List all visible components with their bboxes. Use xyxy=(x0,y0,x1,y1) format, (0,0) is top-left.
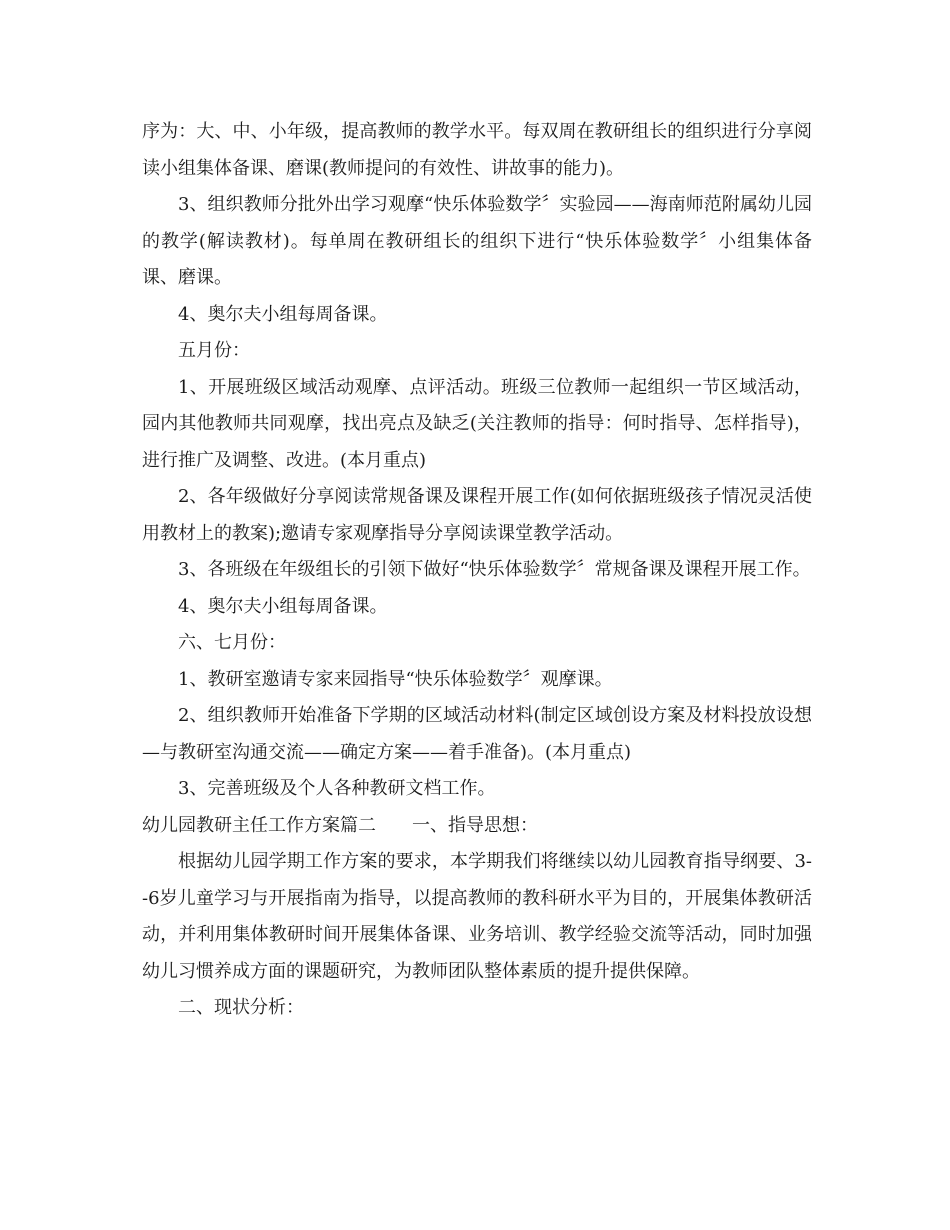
paragraph-7: 3、各班级在年级组长的引领下做好“快乐体验数学〞常规备课及课程开展工作。 xyxy=(178,559,811,580)
section-analysis-heading: 二、现状分析： xyxy=(178,997,304,1018)
paragraph-12: 3、完善班级及个人各种教研文档工作。 xyxy=(178,778,496,799)
paragraph-10: 1、教研室邀请专家来园指导“快乐体验数学〞观摩课。 xyxy=(178,668,613,690)
section-subtitle: 一、指导思想： xyxy=(412,814,538,836)
section-may-heading: 五月份： xyxy=(178,340,250,361)
paragraph-11: 2、组织教师开始准备下学期的区域活动材料(制定区域创设方案及材料投放设想—与教研室沟通交流——确定方案——着手准备)。(本月重点) xyxy=(142,705,812,763)
section-title: 幼儿园教研主任工作方案篇二 xyxy=(142,814,376,836)
paragraph-5: 1、开展班级区域活动观摩、点评活动。班级三位教师一起组织一节区域活动，园内其他教师共同观摩，找出亮点及缺乏(关注教师的指导：何时指导、怎样指导)，进行推广及调整、改进。(本月重点) xyxy=(142,376,812,471)
paragraph-2: 3、组织教师分批外出学习观摩“快乐体验数学〞实验园——海南师范附属幼儿园的教学(解读教材)。每单周在教研组长的组织下进行“快乐体验数学〞小组集体备课、磨课。 xyxy=(142,194,812,288)
paragraph-13: 根据幼儿园学期工作方案的要求，本学期我们将继续以幼儿园教育指导纲要、3--6岁儿童学习与开展指南为指导，以提高教师的教科研水平为目的，开展集体教研活动，并利用集体教研时间开展集体备课、业务培训、教学经验交流等活动，同时加强幼儿习惯养成方面的课题研究，为教师团队整体素质的提升提供保障。 xyxy=(142,851,812,982)
paragraph-6: 2、各年级做好分享阅读常规备课及课程开展工作(如何依据班级孩子情况灵活使用教材上的教案);邀请专家观摩指导分享阅读课堂教学活动。 xyxy=(142,486,812,544)
section-heading xyxy=(142,808,812,845)
paragraph-1: 序为：大、中、小年级，提高教师的教学水平。每双周在教研组长的组织进行分享阅读小组集体备课、磨课(教师提问的有效性、讲故事的能力)。 xyxy=(142,121,812,179)
paragraph-3: 4、奥尔夫小组每周备课。 xyxy=(178,303,388,325)
section-june-july-heading: 六、七月份： xyxy=(178,632,286,653)
paragraph-8: 4、奥尔夫小组每周备课。 xyxy=(178,595,388,617)
document-body xyxy=(142,114,812,1027)
